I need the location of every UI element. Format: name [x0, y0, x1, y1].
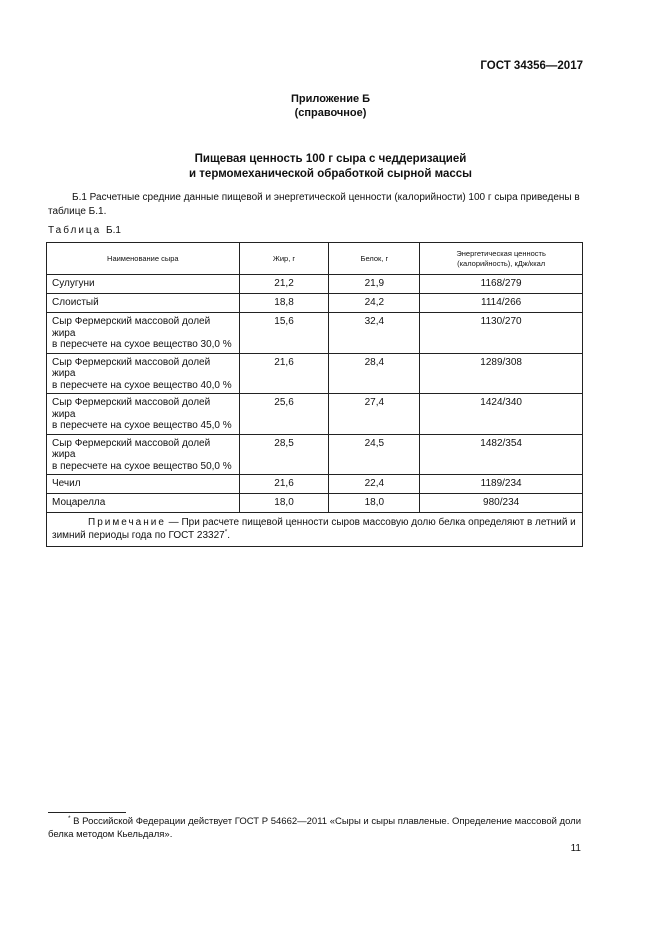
cell-fat: 21,6: [239, 475, 329, 494]
table-row: [47, 475, 583, 494]
table-row: [47, 294, 583, 313]
table-header-row: [47, 243, 583, 275]
intro-paragraph: Б.1 Расчетные средние данные пищевой и энергетической ценности (калорийности) 100 г сыра приведены в таблице Б.1.: [48, 192, 580, 217]
cell-name: Сулугуни: [47, 275, 240, 294]
footnote-separator: [48, 812, 126, 813]
cell-name: [47, 394, 240, 435]
table-row: [47, 434, 583, 475]
table-row: [47, 394, 583, 435]
page-number: 11: [570, 843, 581, 854]
cell-name-line2: в пересчете на сухое вещество 50,0 %: [52, 460, 232, 472]
note-footnote-mark: *: [224, 528, 228, 536]
cell-fat: 25,6: [239, 394, 329, 435]
cell-name: Моцарелла: [47, 494, 240, 513]
header-protein: Белок, г: [329, 243, 420, 275]
header-energy: [420, 243, 583, 275]
cell-fat: 21,6: [239, 353, 329, 394]
cell-energy: 1424/340: [420, 394, 583, 435]
cell-fat: 15,6: [239, 313, 329, 354]
cell-name: [47, 434, 240, 475]
cell-energy: 980/234: [420, 494, 583, 513]
cell-energy: 1189/234: [420, 475, 583, 494]
table-caption-prefix: Таблица: [48, 225, 102, 236]
cell-energy: 1114/266: [420, 294, 583, 313]
cell-protein: 24,5: [329, 434, 420, 475]
cell-name: Слоистый: [47, 294, 240, 313]
table-row: [47, 275, 583, 294]
cell-energy: 1168/279: [420, 275, 583, 294]
table-row: [47, 494, 583, 513]
document-code: ГОСТ 34356—2017: [480, 60, 583, 72]
table-caption: [48, 225, 121, 236]
footnote-text: В Российской Федерации действует ГОСТ Р 54662—2011 «Сыры и сыры плавленые. Определение массовой доли белка методом Кьельдаля».: [48, 816, 582, 840]
cell-name-line1: Сыр Фермерский массовой долей жира: [52, 397, 211, 420]
table-caption-number: Б.1: [106, 225, 121, 236]
section-title: [0, 152, 661, 182]
cell-name-line2: в пересчете на сухое вещество 45,0 %: [52, 420, 232, 431]
cell-protein: 32,4: [329, 313, 420, 354]
cell-energy: 1130/270: [420, 313, 583, 354]
cell-name-line1: Сыр Фермерский массовой долей жира: [52, 437, 211, 460]
footnote: [48, 815, 584, 841]
cell-fat: 28,5: [239, 434, 329, 475]
cell-energy: 1289/308: [420, 353, 583, 394]
cell-name-line1: Сыр Фермерский массовой долей жира: [52, 356, 211, 379]
cell-protein: 21,9: [329, 275, 420, 294]
nutrition-table: [46, 242, 583, 547]
cell-fat: 18,8: [239, 294, 329, 313]
cell-name: [47, 353, 240, 394]
cell-name: [47, 313, 240, 354]
footnote-mark: *: [68, 814, 71, 822]
table-note-row: [47, 513, 583, 547]
annex-title: Приложение Б: [290, 93, 371, 105]
note-end: .: [227, 530, 231, 541]
note-text: — При расчете пищевой ценности сыров массовую долю белка определяют в летний и зимний периоды года по ГОСТ 23327: [52, 517, 576, 541]
header-energy-line2: (калорийность), кДж/ккал: [457, 258, 546, 268]
cell-name: Чечил: [47, 475, 240, 494]
cell-energy: 1482/354: [420, 434, 583, 475]
section-title-line1: Пищевая ценность 100 г сыра с чеддеризацией: [194, 153, 467, 165]
cell-name-line2: в пересчете на сухое вещество 30,0 %: [52, 339, 232, 350]
header-energy-line1: Энергетическая ценность: [456, 248, 546, 258]
annex-heading: [0, 92, 661, 120]
cell-fat: 18,0: [239, 494, 329, 513]
cell-protein: 27,4: [329, 394, 420, 435]
cell-protein: 22,4: [329, 475, 420, 494]
note-label: Примечание: [88, 517, 166, 528]
table-row: [47, 313, 583, 354]
cell-protein: 24,2: [329, 294, 420, 313]
header-fat: Жир, г: [239, 243, 329, 275]
table-note: [47, 513, 583, 547]
annex-type: (справочное): [294, 107, 367, 119]
section-title-line2: и термомеханической обработкой сырной массы: [189, 168, 472, 180]
cell-name-line2: в пересчете на сухое вещество 40,0 %: [52, 379, 232, 391]
cell-protein: 18,0: [329, 494, 420, 513]
table-row: [47, 353, 583, 394]
header-name: Наименование сыра: [47, 243, 240, 275]
cell-protein: 28,4: [329, 353, 420, 394]
cell-fat: 21,2: [239, 275, 329, 294]
cell-name-line1: Сыр Фермерский массовой долей жира: [52, 316, 211, 339]
